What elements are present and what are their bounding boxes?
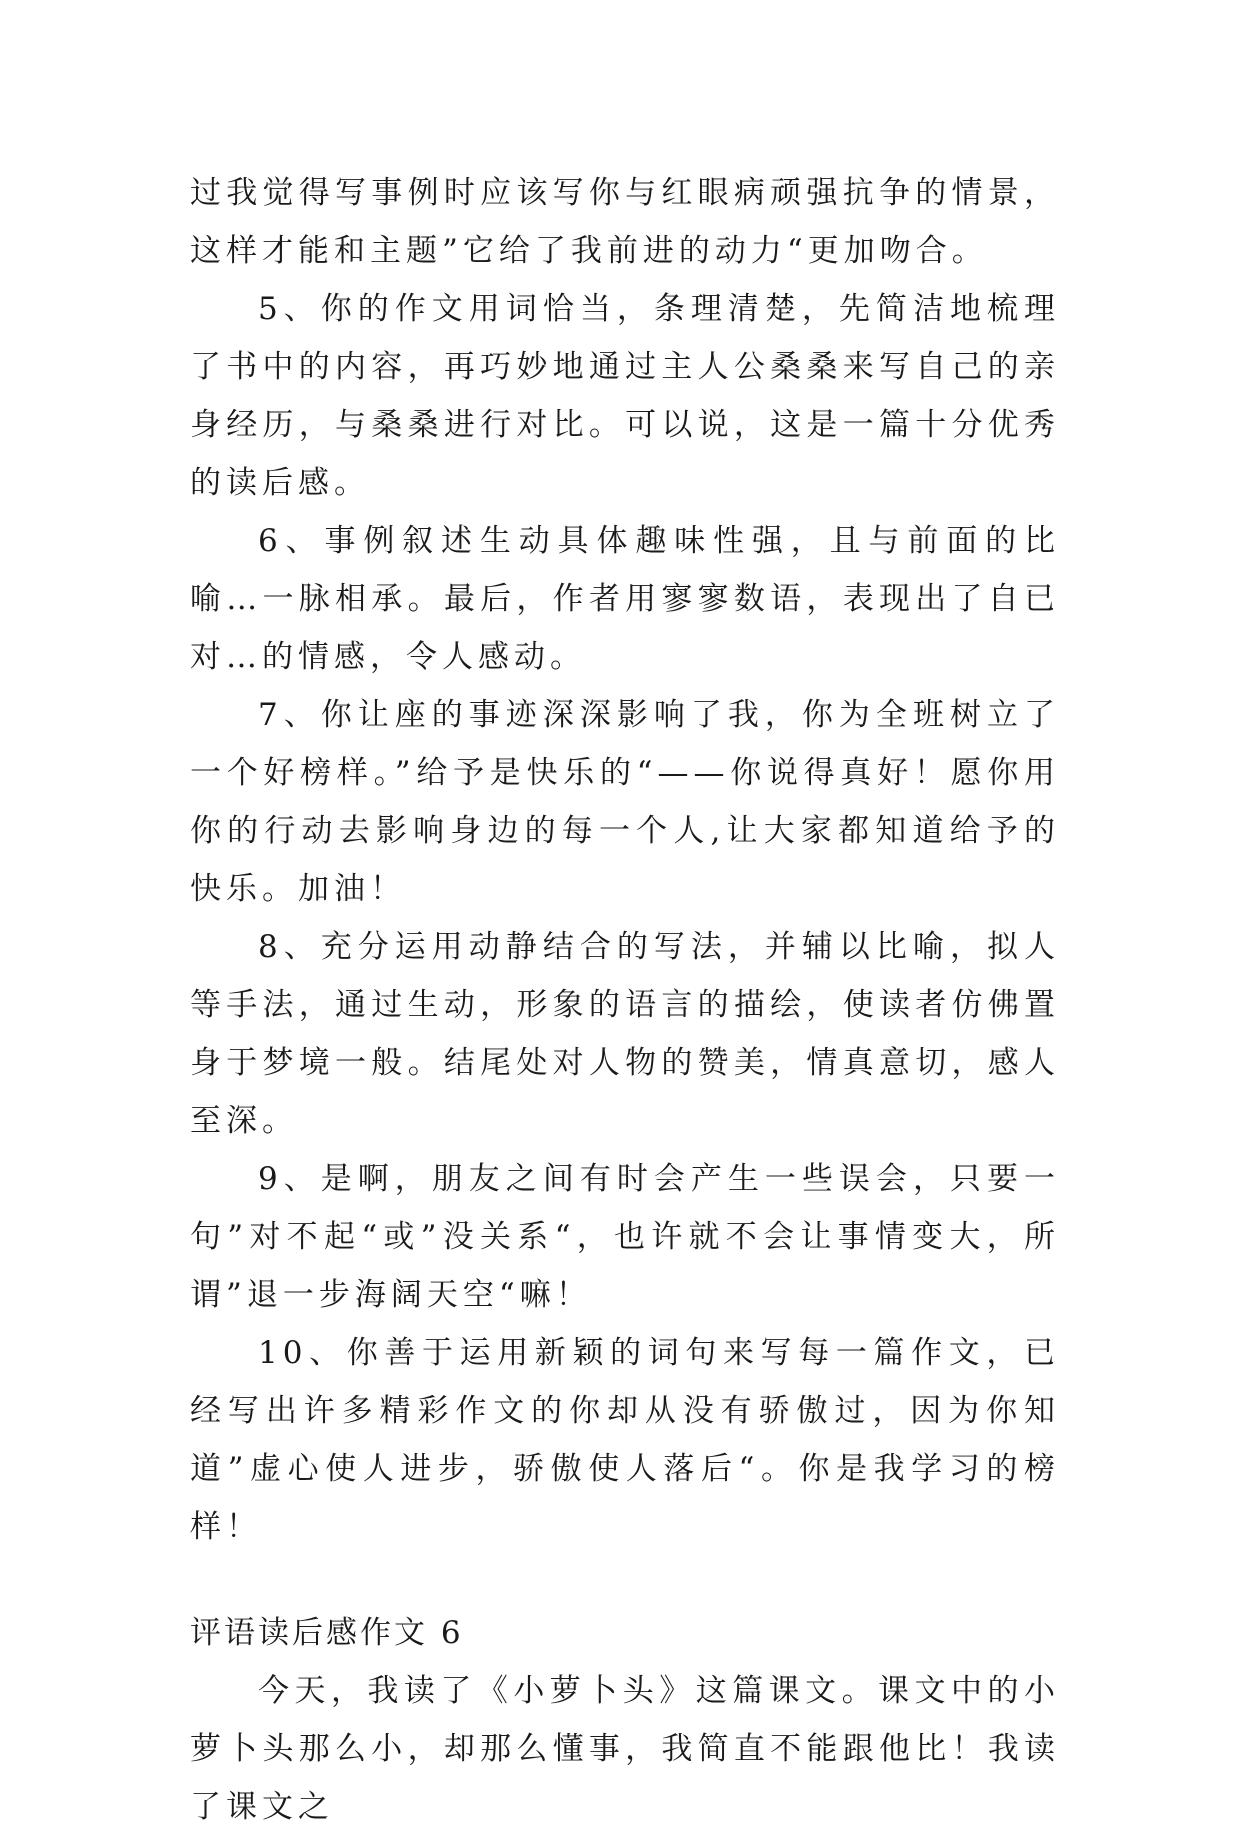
paragraph-comment-9: 9、是啊，朋友之间有时会产生一些误会，只要一句”对不起“或”没关系“，也许就不会让事情变大，所谓”退一步海阔天空“嘛！: [190, 1161, 1060, 1313]
paragraph-comment-6: 6、事例叙述生动具体趣味性强，且与前面的比喻…一脉相承。最后，作者用寥寥数语，表现出了自已对…的情感，令人感动。: [190, 523, 1060, 675]
paragraph-comment-8: 8、充分运用动静结合的写法，并辅以比喻，拟人等手法，通过生动，形象的语言的描绘，使读者仿佛置身于梦境一般。结尾处对人物的赞美，情真意切，感人至深。: [190, 929, 1060, 1139]
paragraph-comment-10: 10、你善于运用新颖的词句来写每一篇作文，已经写出许多精彩作文的你却从没有骄傲过，因为你知道”虚心使人进步，骄傲使人落后“。你是我学习的榜样！: [190, 1335, 1060, 1545]
paragraph-comment-7: 7、你让座的事迹深深影响了我，你为全班树立了一个好榜样。”给予是快乐的“——你说得真好！愿你用你的行动去影响身边的每一个人,让大家都知道给予的快乐。加油！: [190, 697, 1060, 907]
paragraph-continued: 过我觉得写事例时应该写你与红眼病顽强抗争的情景，这样才能和主题”它给了我前进的动力“更加吻合。: [190, 175, 1060, 269]
section-heading: 评语读后感作文 6: [190, 1615, 464, 1651]
paragraph-comment-5: 5、你的作文用词恰当，条理清楚，先简洁地梳理了书中的内容，再巧妙地通过主人公桑桑来写自己的亲身经历，与桑桑进行对比。可以说，这是一篇十分优秀的读后感。: [190, 291, 1060, 501]
document-body: [190, 164, 1060, 1836]
paragraph-essay-start: 今天，我读了《小萝卜头》这篇课文。课文中的小萝卜头那么小，却那么懂事，我简直不能跟他比！我读了课文之: [190, 1673, 1060, 1825]
